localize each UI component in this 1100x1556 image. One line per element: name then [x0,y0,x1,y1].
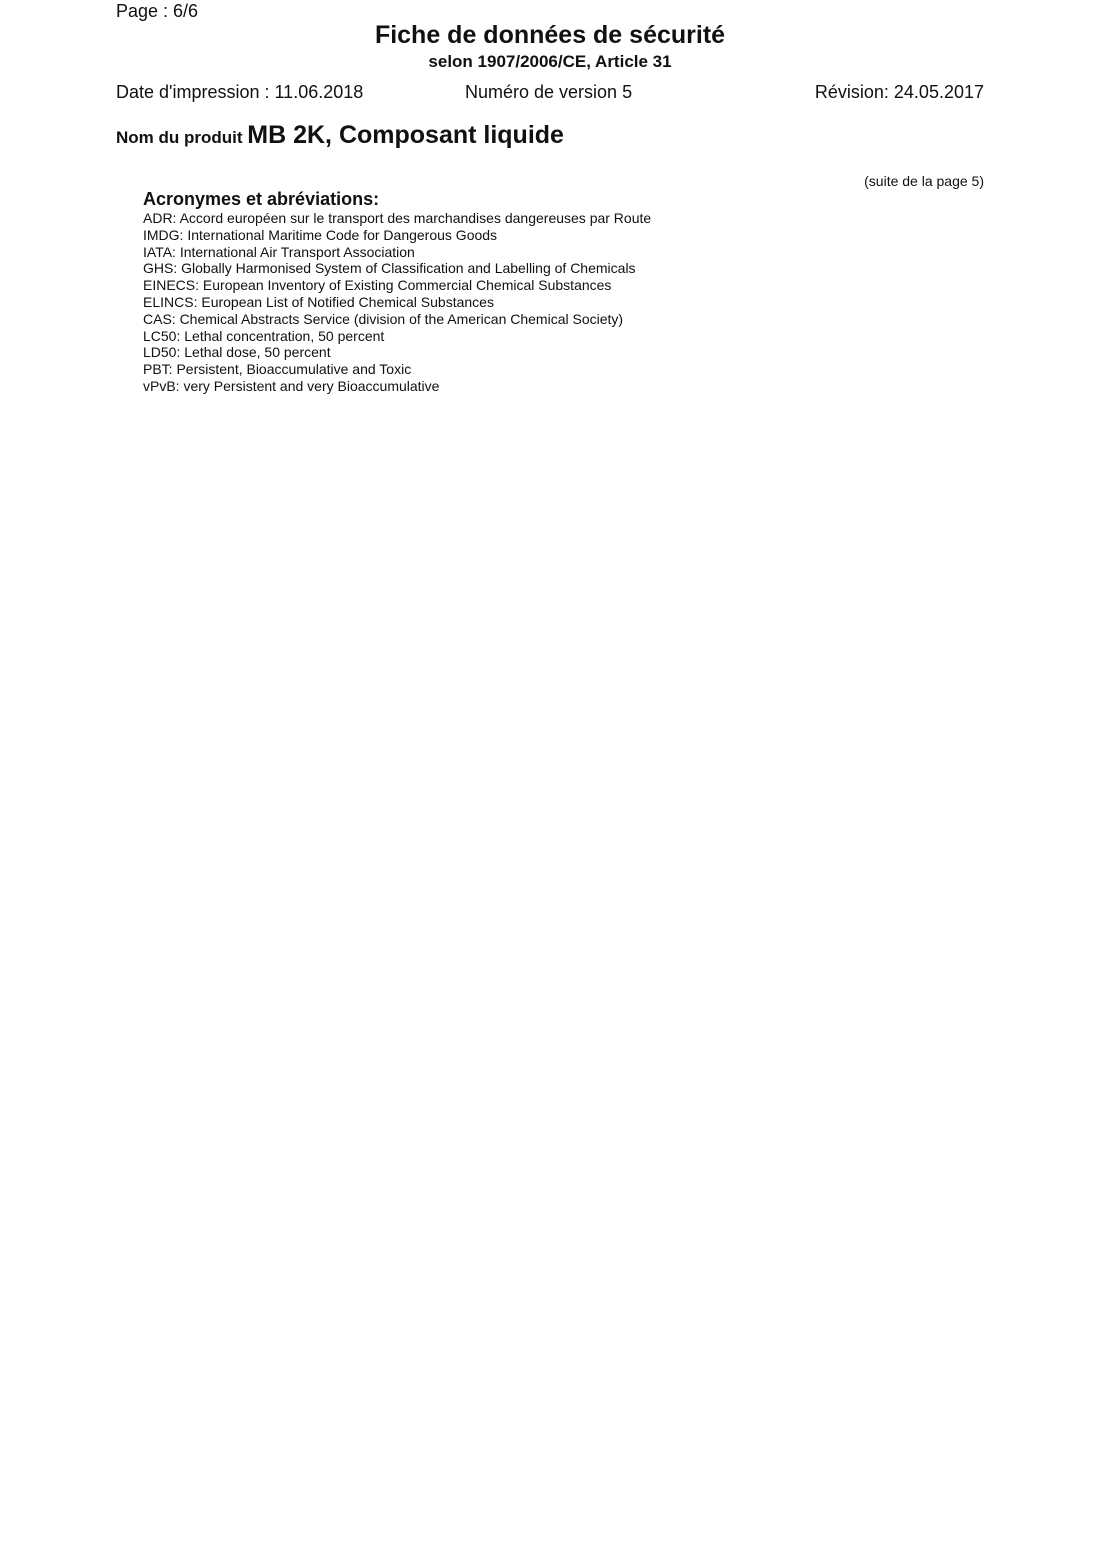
acronyms-heading: Acronymes et abréviations: [143,189,380,209]
document-subtitle: selon 1907/2006/CE, Article 31 [428,52,672,71]
page-number: Page : 6/6 [116,1,199,21]
product-name: MB 2K, Composant liquide [247,121,564,149]
acronym-item: PBT: Persistent, Bioaccumulative and Toxic [143,361,412,378]
acronym-item: CAS: Chemical Abstracts Service (division of the American Chemical Society) [143,310,624,327]
document-meta-row [116,80,984,104]
document-title: Fiche de données de sécurité [374,21,726,49]
acronym-item: ADR: Accord européen sur le transport des marchandises dangereuses par Route [143,210,652,226]
continued-note: (suite de la page 5) [864,173,984,189]
product-label: Nom du produit [116,128,248,147]
print-date: Date d'impression : 11.06.2018 [116,82,364,102]
product-row [116,121,564,150]
acronym-item: LD50: Lethal dose, 50 percent [143,344,331,361]
acronym-item: LC50: Lethal concentration, 50 percent [143,327,385,344]
acronym-item: IATA: International Air Transport Association [143,243,415,260]
acronym-item: GHS: Globally Harmonised System of Classification and Labelling of Chemicals [143,260,636,277]
acronym-item: vPvB: very Persistent and very Bioaccumulative [143,377,440,394]
version-number: Numéro de version 5 [465,82,633,102]
acronyms-section [143,188,943,395]
acronym-item: EINECS: European Inventory of Existing Commercial Chemical Substances [143,277,612,294]
revision-date: Révision: 24.05.2017 [814,82,984,102]
acronym-list [143,210,943,395]
acronym-item: IMDG: International Maritime Code for Dangerous Goods [143,226,498,243]
acronym-item: ELINCS: European List of Notified Chemical Substances [143,293,494,310]
